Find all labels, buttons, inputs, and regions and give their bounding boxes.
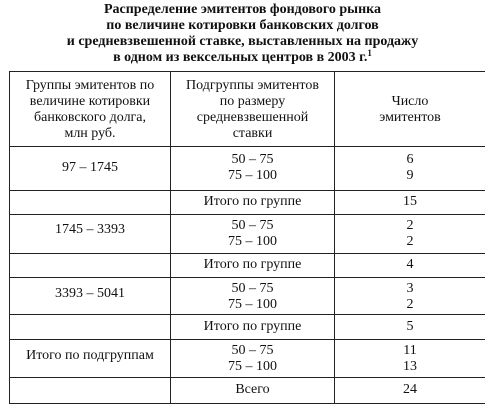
- subgroup-value: 75 – 100: [228, 297, 277, 312]
- header-issuer-count: [335, 94, 485, 126]
- subgroup-value: 50 – 75: [231, 343, 274, 358]
- group-total-value: 4: [406, 257, 414, 272]
- subgroup-cell: [171, 281, 334, 313]
- count-value: 3: [406, 281, 414, 296]
- header-line: Число: [391, 94, 429, 109]
- count-value: 13: [403, 359, 417, 374]
- group-total-label: Итого по группе: [203, 257, 302, 272]
- count-value: 2: [406, 234, 414, 249]
- subgroup-value: 50 – 75: [231, 281, 274, 296]
- table-rule: [9, 71, 485, 72]
- group-total-value: 15: [403, 194, 417, 209]
- grand-total-value: 24: [403, 382, 417, 397]
- table-rule: [9, 403, 485, 404]
- title-line: и средневзвешенной ставке, выставленных на продажу: [66, 34, 419, 49]
- footnote-mark: 1: [367, 48, 372, 58]
- header-line: средневзвешенной: [196, 110, 309, 125]
- subgroup-totals-label: Итого по подгруппам: [26, 348, 154, 363]
- header-line: по размеру: [219, 94, 286, 109]
- group-total-value: 5: [406, 319, 414, 334]
- grand-total-label: Всего: [235, 382, 270, 397]
- table-rule: [9, 339, 485, 340]
- count-value: 9: [406, 168, 414, 183]
- subgroup-cell: [171, 218, 334, 250]
- subgroup-value: 50 – 75: [231, 152, 274, 167]
- subgroup-value: 75 – 100: [228, 234, 277, 249]
- header-line: Подгруппы эмитентов: [186, 78, 319, 93]
- table-rule: [9, 190, 485, 191]
- header-line: банковского долга,: [33, 110, 147, 125]
- group-total-label: Итого по группе: [203, 194, 302, 209]
- count-cell: [335, 281, 485, 313]
- title-line: по величине котировки банковских долгов: [106, 18, 379, 33]
- count-value: 2: [406, 218, 414, 233]
- subgroup-cell: [171, 152, 334, 184]
- table-rule: [9, 277, 485, 278]
- header-issuer-subgroups: [171, 78, 334, 142]
- title-line: Распределение эмитентов фондового рынка: [103, 2, 382, 17]
- count-value: 6: [406, 152, 414, 167]
- table-rule: [9, 253, 485, 254]
- header-line: млн руб.: [64, 126, 116, 141]
- subgroup-value: 75 – 100: [228, 168, 277, 183]
- count-cell: [335, 218, 485, 250]
- count-cell: [335, 343, 485, 375]
- title-line: [0, 50, 485, 66]
- count-cell: [335, 152, 485, 184]
- group-total-label: Итого по группе: [203, 319, 302, 334]
- group-range: 97 – 1745: [62, 160, 118, 175]
- subgroup-value: 75 – 100: [228, 359, 277, 374]
- header-line: величине котировки: [29, 94, 151, 109]
- table-title: [0, 2, 485, 66]
- subgroup-cell: [171, 343, 334, 375]
- table-rule: [9, 377, 485, 378]
- group-range: 1745 – 3393: [55, 222, 125, 237]
- header-line: ставки: [232, 126, 273, 141]
- header-issuer-groups: [10, 78, 170, 142]
- group-range: 3393 – 5041: [55, 286, 125, 301]
- header-line: Группы эмитентов по: [25, 78, 155, 93]
- header-line: эмитентов: [379, 110, 441, 125]
- count-value: 11: [403, 343, 417, 358]
- subgroup-value: 50 – 75: [231, 218, 274, 233]
- table-rule: [9, 146, 485, 147]
- title-last-line: в одном из вексельных центров в 2003 г.: [113, 50, 368, 65]
- table-rule: [9, 214, 485, 215]
- table-rule: [9, 314, 485, 315]
- count-value: 2: [406, 297, 414, 312]
